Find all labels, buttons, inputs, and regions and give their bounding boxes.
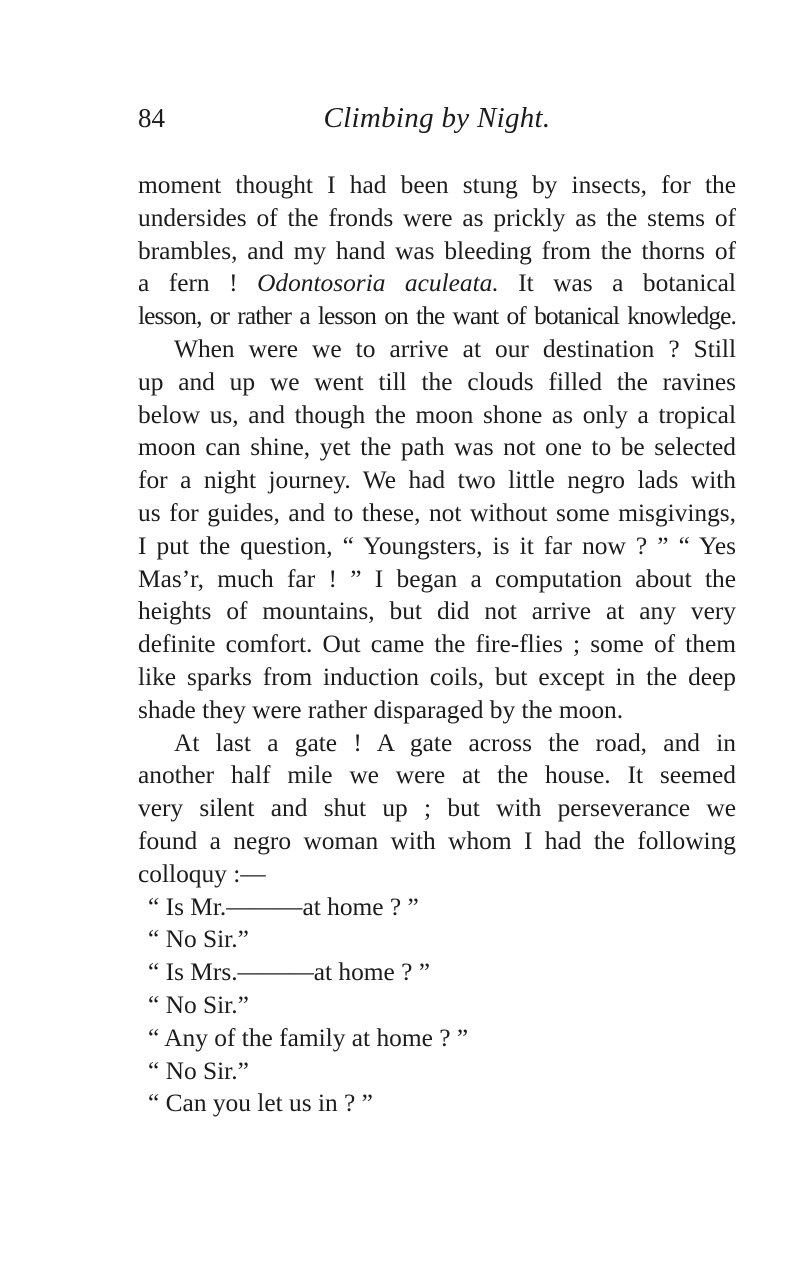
running-title: Climbing by Night.: [323, 102, 551, 134]
text-fragment: a fern !: [138, 269, 258, 298]
text-line: When were we to arrive at our destination ? Still: [174, 334, 736, 363]
dialogue-line: “ No Sir.”: [148, 1056, 249, 1085]
running-head: [138, 98, 736, 138]
text-line: below us, and though the moon shone as only a tropical: [138, 400, 736, 429]
dialogue-line: “ No Sir.”: [148, 925, 249, 954]
dialogue-line: “ Can you let us in ? ”: [148, 1089, 373, 1118]
text-line: colloquy :—: [138, 859, 266, 888]
text-line: shade they were rather disparaged by the moon.: [138, 695, 624, 724]
text-line: up and up we went till the clouds filled the ravines: [138, 367, 736, 396]
dialogue-line: “ Any of the family at home ? ”: [148, 1023, 469, 1052]
text-line: At last a gate ! A gate across the road, and in: [174, 728, 736, 757]
page-number: 84: [138, 103, 165, 133]
text-fragment: It was a botanical: [498, 269, 736, 298]
text-line: definite comfort. Out came the fire-flies ; some of them: [138, 630, 736, 659]
text-line: I put the question, “ Youngsters, is it far now ? ” “ Yes: [138, 531, 736, 560]
dialogue-line: “ Is Mr.———at home ? ”: [148, 892, 419, 921]
species-name: Odontosoria aculeata.: [257, 269, 499, 298]
text-line: moon can shine, yet the path was not one to be selected: [138, 433, 736, 462]
text-line: undersides of the fronds were as prickly as the stems of: [138, 203, 736, 232]
text-line: [138, 267, 736, 300]
text-line: lesson, or rather a lesson on the want of botanical knowledge.: [138, 302, 736, 331]
text-line: heights of mountains, but did not arrive at any very: [138, 597, 736, 626]
dialogue-line: “ Is Mrs.———at home ? ”: [148, 958, 431, 987]
text-line: moment thought I had been stung by insects, for the: [138, 171, 736, 199]
text-line: brambles, and my hand was bleeding from the thorns of: [138, 236, 736, 265]
text-line: for a night journey. We had two little negro lads with: [138, 466, 736, 495]
dialogue-line: “ No Sir.”: [148, 990, 249, 1019]
text-line: us for guides, and to these, not without some misgivings,: [138, 498, 736, 527]
text-line: found a negro woman with whom I had the following: [138, 826, 736, 855]
text-line: Mas’r, much far ! ” I began a computation about the: [138, 564, 736, 593]
text-line: another half mile we were at the house. It seemed: [138, 761, 736, 790]
text-line: like sparks from induction coils, but except in the deep: [138, 662, 736, 691]
body-text: [138, 169, 736, 1120]
text-line: very silent and shut up ; but with perseverance we: [138, 794, 736, 823]
